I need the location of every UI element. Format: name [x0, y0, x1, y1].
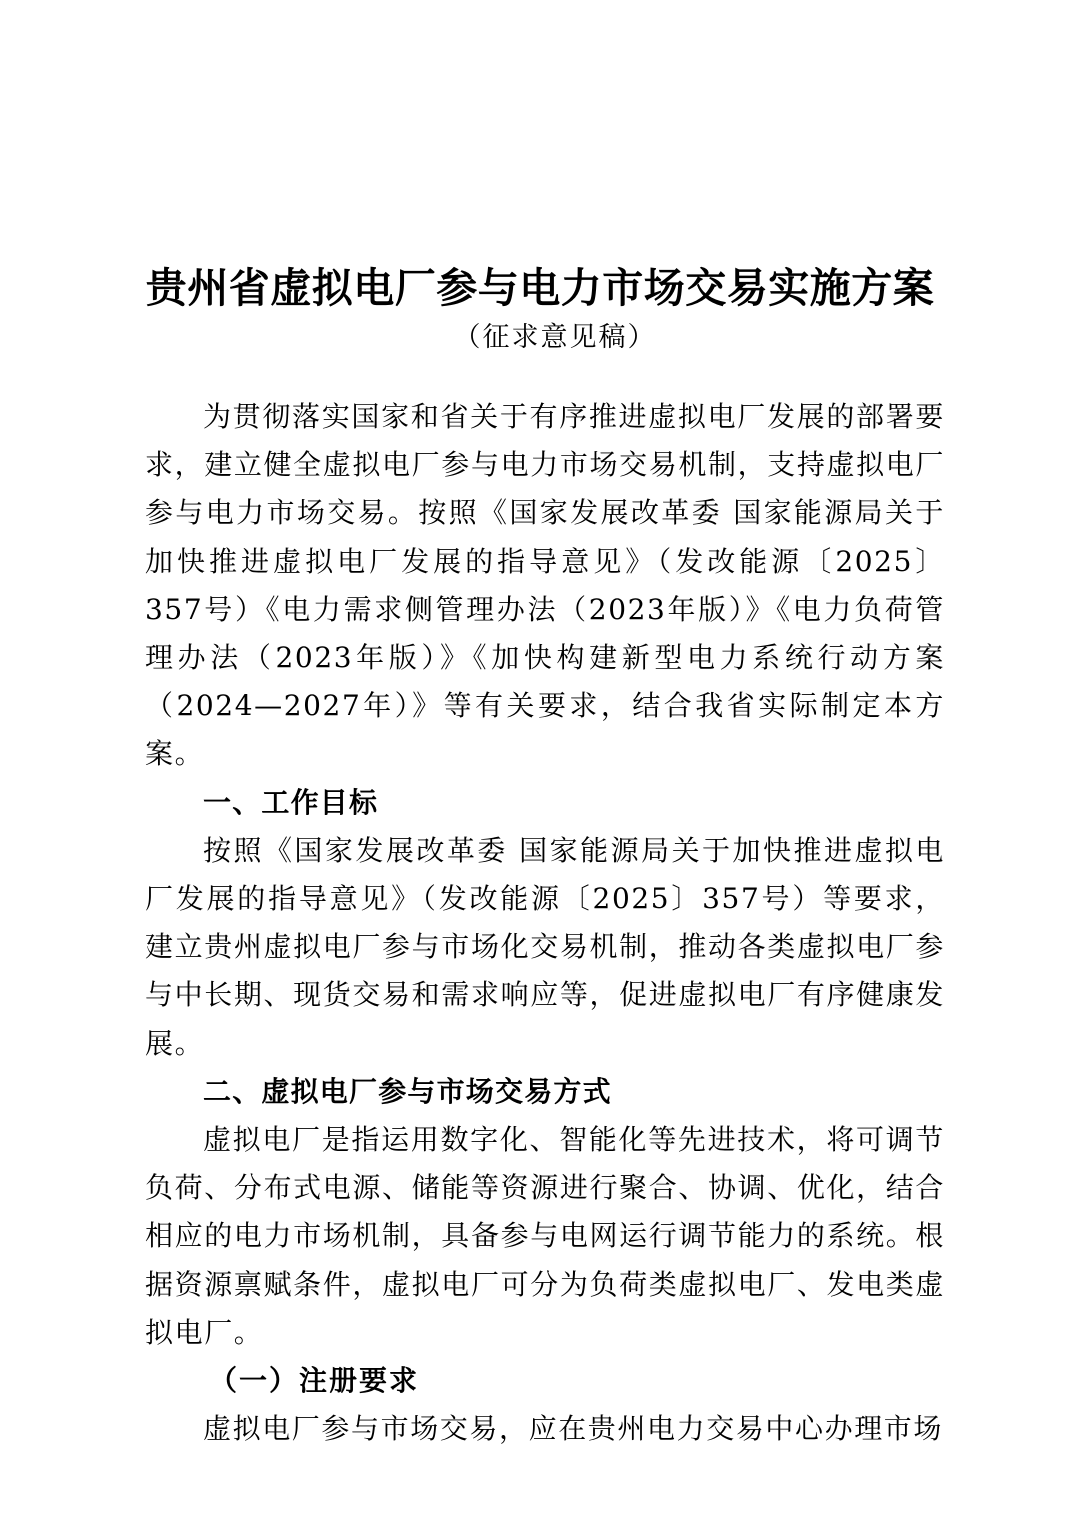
- intro-paragraph: 为贯彻落实国家和省关于有序推进虚拟电厂发展的部署要求，建立健全虚拟电厂参与电力市场交易机制，支持虚拟电厂参与电力市场交易。按照《国家发展改革委 国家能源局关于加快推进虚拟电厂发展的指导意见》（发改能源〔2025〕357号）《电力需求侧管理办法（2023年版）》《电力负荷管理办法（2023年版）》《加快构建新型电力系统行动方案（2024—2027年）》等有关要求，结合我省实际制定本方案。: [145, 400, 945, 771]
- section-heading-trading-methods: 二、虚拟电厂参与市场交易方式: [203, 1074, 612, 1108]
- document-title: 贵州省虚拟电厂参与电力市场交易实施方案: [145, 264, 935, 312]
- subsection-paragraph-registration: 虚拟电厂参与市场交易，应在贵州电力交易中心办理市场: [203, 1412, 944, 1446]
- document-body: [145, 393, 945, 1453]
- section-heading-work-goals: 一、工作目标: [203, 785, 379, 819]
- document-subtitle: （征求意见稿）: [453, 322, 657, 353]
- subsection-heading-registration: （一）注册要求: [209, 1364, 420, 1398]
- section-paragraph-work-goals: 按照《国家发展改革委 国家能源局关于加快推进虚拟电厂发展的指导意见》（发改能源〔2025〕357号）等要求，建立贵州虚拟电厂参与市场化交易机制，推动各类虚拟电厂参与中长期、现货交易和需求响应等，促进虚拟电厂有序健康发展。: [145, 833, 945, 1060]
- section-paragraph-trading-methods: 虚拟电厂是指运用数字化、智能化等先进技术，将可调节负荷、分布式电源、储能等资源进行聚合、协调、优化，结合相应的电力市场机制，具备参与电网运行调节能力的系统。根据资源禀赋条件，虚拟电厂可分为负荷类虚拟电厂、发电类虚拟电厂。: [145, 1123, 945, 1349]
